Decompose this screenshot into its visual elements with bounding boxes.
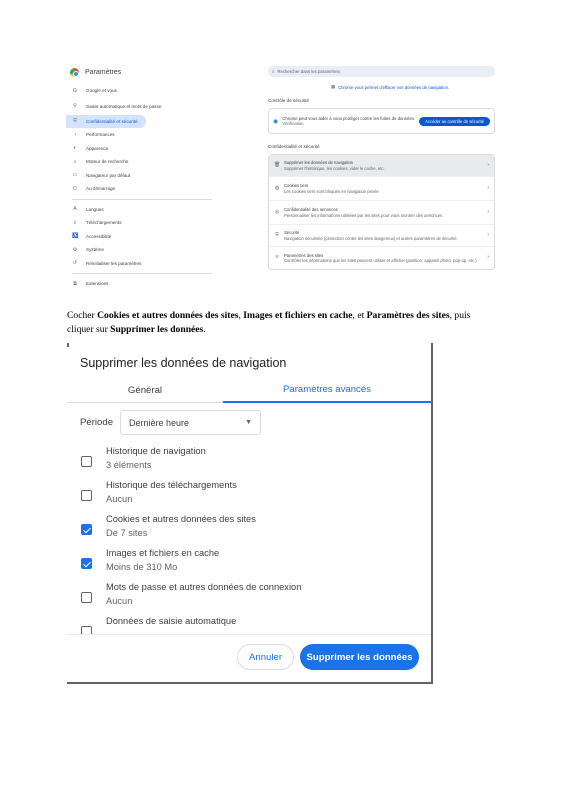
chevron-right-icon: › xyxy=(487,231,489,238)
item-sub: Aucun xyxy=(106,596,133,606)
row-text xyxy=(284,183,483,193)
sidebar-item-downloads[interactable] xyxy=(66,216,216,230)
list-item-browsing-history[interactable] xyxy=(67,446,431,476)
sidebar-item-search-engine[interactable] xyxy=(66,155,216,169)
sidebar-item-default-browser[interactable] xyxy=(66,169,216,183)
safety-check-card xyxy=(268,108,495,134)
search-icon: ⌕ xyxy=(73,158,77,165)
sidebar-item-reset[interactable] xyxy=(66,257,216,271)
instruction-cache: Images et fichiers en cache xyxy=(243,310,353,321)
tab-advanced[interactable]: Paramètres avancés xyxy=(223,377,431,403)
row-text xyxy=(284,160,483,170)
site-settings-icon: ≡ xyxy=(275,254,279,261)
safety-check-heading: Contrôle de sécurité xyxy=(268,98,310,103)
row-sub: Contrôler les informations que les sites peuvent utiliser et afficher (position, appareil photo, pop-up, etc.) xyxy=(284,258,477,263)
chevron-right-icon: › xyxy=(487,254,489,261)
sidebar-item-performance[interactable] xyxy=(66,128,216,142)
dialog-tabs xyxy=(67,377,431,403)
period-select[interactable] xyxy=(120,410,261,435)
instruction-paragraph xyxy=(67,309,487,337)
dialog-title: Supprimer les données de navigation xyxy=(80,356,287,370)
sidebar-item-languages[interactable] xyxy=(66,203,216,217)
dialog-footer-divider xyxy=(67,634,431,635)
settings-sidebar xyxy=(66,84,216,291)
cookie-icon: ◍ xyxy=(274,184,280,191)
item-title: Historique de navigation xyxy=(106,446,206,456)
privacy-heading: Confidentialité et sécurité xyxy=(268,144,320,149)
puzzle-icon: ⧉ xyxy=(73,280,77,287)
info-icon: ▦ xyxy=(331,84,336,89)
row-text xyxy=(284,207,483,217)
item-title: Cookies et autres données des sites xyxy=(106,514,256,524)
sidebar-divider xyxy=(72,199,212,200)
settings-header xyxy=(70,68,121,77)
list-item-cache[interactable] xyxy=(67,548,431,578)
data-types-list xyxy=(67,446,431,634)
chevron-right-icon: › xyxy=(487,184,489,191)
caret-down-icon: ▼ xyxy=(245,419,252,426)
list-item-autofill[interactable] xyxy=(67,616,431,634)
checkbox-cookies[interactable] xyxy=(81,524,92,535)
instruction-site-settings: Paramètres des sites xyxy=(366,310,450,321)
row-title: Cookies tiers xyxy=(284,183,309,189)
dialog-edge xyxy=(67,343,69,347)
tab-general[interactable]: Général xyxy=(127,384,163,396)
sidebar-item-label: Accessibilité xyxy=(86,233,112,239)
gauge-icon: ◔ xyxy=(73,131,77,138)
instruction-delete: Supprimer les données xyxy=(110,324,204,335)
item-sub: Aucun xyxy=(106,494,133,504)
row-title: Supprimer les données de navigation xyxy=(284,160,354,166)
sidebar-item-google[interactable] xyxy=(66,84,216,98)
shield-icon: ⛨ xyxy=(73,118,77,125)
row-sub: Les cookies tiers sont bloqués en navigation privée xyxy=(284,188,379,194)
sidebar-item-accessibility[interactable] xyxy=(66,230,216,244)
item-title: Données de saisie automatique xyxy=(106,616,237,626)
safety-check-sub: Vérification xyxy=(282,121,304,126)
google-icon: G xyxy=(73,87,77,94)
instruction-sep: , xyxy=(238,310,241,321)
item-title: Images et fichiers en cache xyxy=(106,548,220,558)
clear-browsing-data-dialog xyxy=(67,343,433,684)
browser-icon: ▭ xyxy=(72,172,78,179)
checkbox-cache[interactable] xyxy=(81,558,92,569)
privacy-row-third-party-cookies[interactable] xyxy=(269,177,494,201)
checkbox-browsing-history[interactable] xyxy=(81,456,92,467)
sidebar-item-autofill[interactable] xyxy=(66,98,216,115)
trash-icon: 🗑 xyxy=(274,161,281,168)
chevron-right-icon: › xyxy=(487,208,489,215)
sidebar-item-label: Apparence xyxy=(86,145,109,151)
row-title: Paramètres des sites xyxy=(284,252,324,258)
safety-check-text xyxy=(282,116,415,127)
chrome-logo-icon xyxy=(70,68,79,77)
privacy-card xyxy=(268,154,495,270)
row-title: Confidentialité des annonces xyxy=(284,207,338,213)
checkbox-autofill[interactable] xyxy=(81,626,92,634)
item-sub: De 7 sites xyxy=(106,528,148,538)
row-text xyxy=(284,230,483,240)
sidebar-item-label: Performances xyxy=(86,132,115,138)
reset-icon: ↺ xyxy=(72,260,78,267)
row-sub: Supprimer l'historique, les cookies, vider le cache, etc. xyxy=(284,165,385,171)
accessibility-icon: ♿ xyxy=(72,233,79,240)
instruction-cookies: Cookies et autres données des sites xyxy=(97,310,239,321)
settings-search-input[interactable] xyxy=(268,66,495,77)
list-item-passwords[interactable] xyxy=(67,582,431,612)
item-sub: Moins de 310 Mo xyxy=(106,562,178,572)
sidebar-item-label: Confidentialité et sécurité xyxy=(86,118,138,124)
sidebar-item-label: Réinitialiser les paramètres xyxy=(86,260,142,266)
key-icon: ⚲ xyxy=(73,103,77,109)
ad-privacy-icon: ◎ xyxy=(274,208,280,215)
list-item-download-history[interactable] xyxy=(67,480,431,510)
delete-data-button[interactable]: Supprimer les données xyxy=(300,644,419,670)
row-sub: Personnaliser les informations utilisées par les sites pour vous montrer des annonces xyxy=(284,212,443,218)
sidebar-item-label: Extensions xyxy=(86,281,109,287)
settings-notice xyxy=(331,84,449,90)
wrench-icon: ⚙ xyxy=(72,246,78,253)
download-icon: ⇩ xyxy=(72,219,78,226)
language-icon: A xyxy=(73,206,77,213)
sidebar-item-appearance[interactable] xyxy=(66,142,216,156)
checkbox-download-history[interactable] xyxy=(81,490,92,501)
security-shield-icon: ⛨ xyxy=(275,231,279,238)
checkbox-passwords[interactable] xyxy=(81,592,92,603)
sidebar-item-privacy[interactable] xyxy=(66,115,146,129)
period-label: Période xyxy=(80,417,114,428)
power-icon: ⏻ xyxy=(73,185,77,192)
settings-title: Paramètres xyxy=(85,69,122,76)
sidebar-item-label: Saisie automatique et mots de passe xyxy=(86,103,162,109)
instruction-end: . xyxy=(203,324,206,335)
notice-text[interactable]: Chrome vous permet d'effacer vos données de navigation. xyxy=(338,84,450,90)
privacy-row-clear-data[interactable] xyxy=(269,155,494,177)
row-text xyxy=(284,253,483,263)
privacy-row-ad-privacy[interactable] xyxy=(269,201,494,225)
sidebar-item-label: Téléchargements xyxy=(86,220,122,226)
search-placeholder: Rechercher dans les paramètres xyxy=(277,69,340,74)
sidebar-item-extensions[interactable] xyxy=(66,277,216,291)
palette-icon: ◐ xyxy=(73,145,77,152)
row-title: Sécurité xyxy=(284,230,300,236)
safety-check-button[interactable]: Accéder au contrôle de sécurité xyxy=(419,117,490,126)
sidebar-item-startup[interactable] xyxy=(66,182,216,196)
row-sub: Navigation sécurisée (protection contre les sites dangereux) et autres paramètres de sécurité xyxy=(284,235,457,241)
chevron-right-icon: › xyxy=(487,161,489,168)
sidebar-item-label: Au démarrage xyxy=(86,186,116,192)
safety-shield-icon: ◉ xyxy=(273,118,279,125)
item-sub: 3 éléments xyxy=(106,460,152,470)
sidebar-item-label: Langues xyxy=(86,206,104,212)
instruction-sep: , et xyxy=(352,310,365,321)
instruction-sep: , puis cliquer sur xyxy=(67,310,471,335)
privacy-row-site-settings[interactable] xyxy=(269,247,494,269)
sidebar-item-label: Google et vous xyxy=(86,88,117,94)
sidebar-item-label: Système xyxy=(86,247,104,253)
sidebar-item-label: Navigateur par défaut xyxy=(86,172,131,178)
item-title: Mots de passe et autres données de connexion xyxy=(106,582,302,592)
sidebar-item-label: Moteur de recherche xyxy=(86,159,129,165)
sidebar-divider xyxy=(72,273,212,274)
privacy-row-security[interactable] xyxy=(269,225,494,247)
instruction-lead: Cocher xyxy=(67,310,95,321)
list-item-cookies[interactable] xyxy=(67,514,431,544)
period-value: Dernière heure xyxy=(129,417,190,428)
item-title: Historique des téléchargements xyxy=(106,480,237,490)
safety-check-title: Chrome peut vous aider à vous protéger contre les fuites de données xyxy=(282,115,415,121)
search-icon: ⌕ xyxy=(272,69,275,74)
sidebar-item-system[interactable] xyxy=(66,243,216,257)
settings-screenshot xyxy=(66,62,498,287)
cancel-button[interactable]: Annuler xyxy=(237,644,294,670)
